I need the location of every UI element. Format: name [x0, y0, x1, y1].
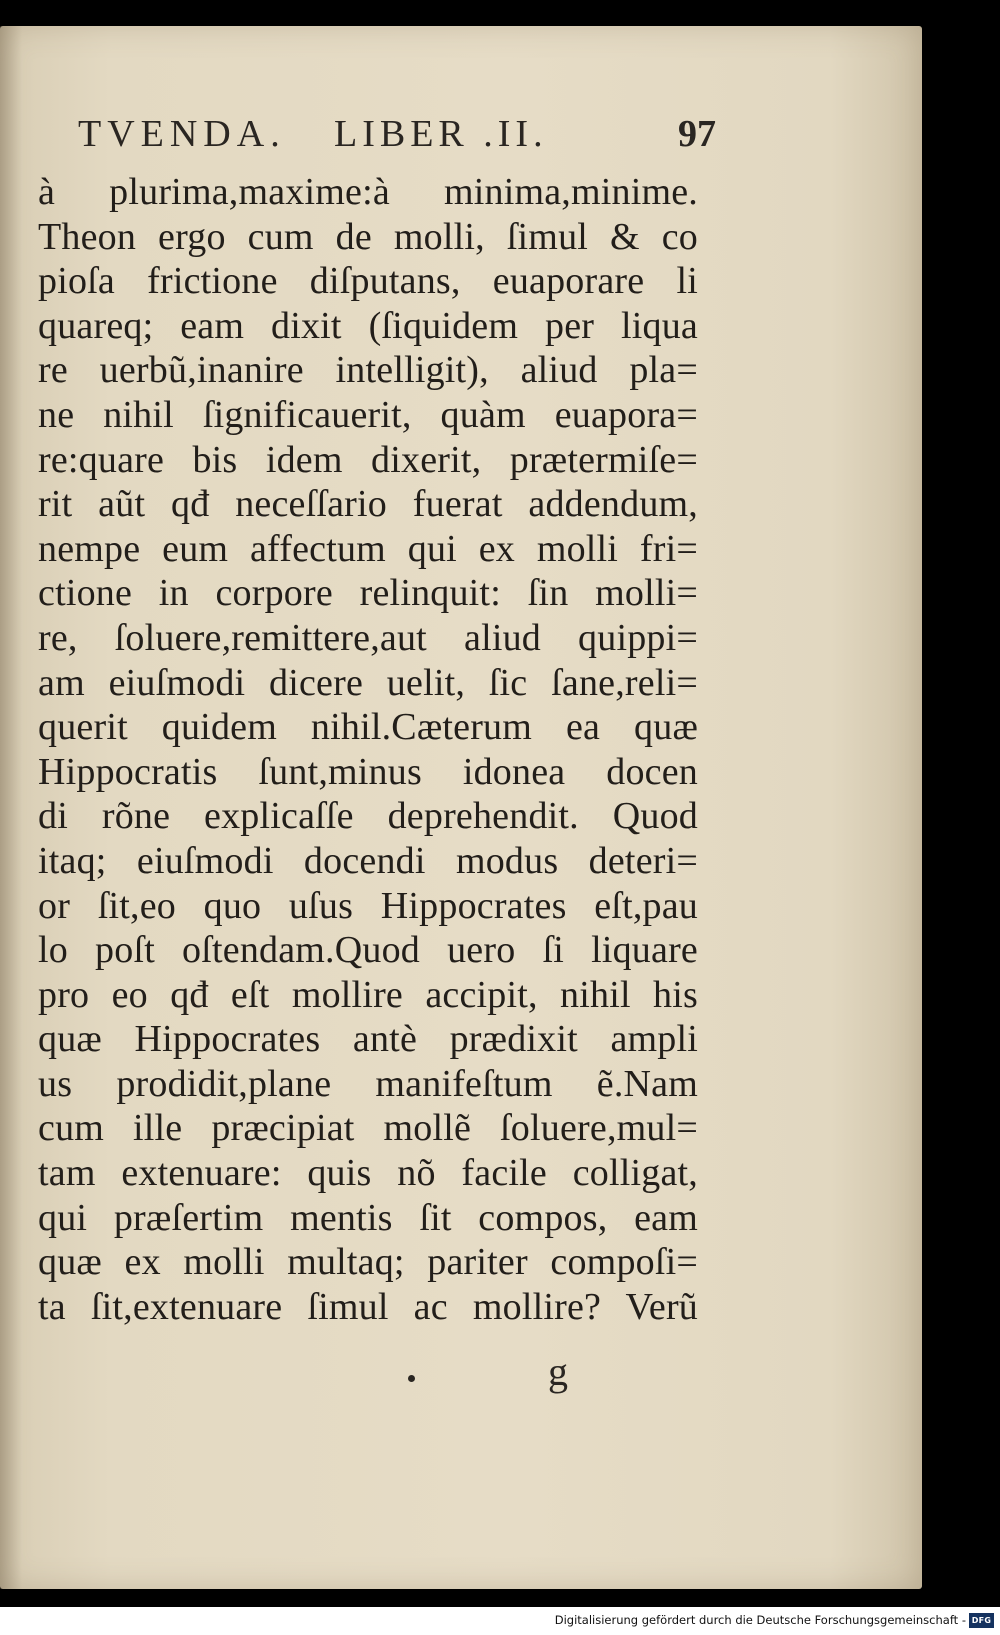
text-line: ne nihil ſignificauerit, quàm euapora=: [38, 393, 698, 436]
text-line: nempe eum affectum qui ex molli fri=: [38, 527, 698, 570]
text-line: di rõne explicaſſe deprehendit. Quod: [38, 795, 698, 838]
text-line: rit aũt qđ neceſſario fuerat addendum,: [38, 483, 698, 526]
text-line: re, ſoluere,remittere,aut aliud quippi=: [38, 616, 698, 659]
text-line: re:quare bis idem dixerit, prætermiſe=: [38, 438, 698, 481]
body-text: [38, 170, 698, 1329]
funding-credit: Digitalisierung gefördert durch die Deutsche Forschungsgemeinschaft -: [554, 1613, 966, 1627]
dfg-logo: DFG: [969, 1613, 994, 1628]
text-line: us prodidit,plane manifeſtum ẽ.Nam: [38, 1062, 698, 1105]
running-head: [78, 112, 718, 162]
text-line: pioſa frictione diſputans, euaporare li: [38, 260, 698, 303]
text-line: à plurima,maxime:à minima,minime.: [38, 171, 698, 213]
text-line: re uerbũ,inanire intelligit), aliud pla=: [38, 349, 698, 392]
text-line: itaq; eiuſmodi docendi modus deteri=: [38, 839, 698, 882]
text-line: Hippocratis ſunt,minus idonea docen: [38, 750, 698, 793]
page-number: 97: [678, 113, 716, 155]
signature-mark: g: [548, 1349, 568, 1394]
text-line: quareq; eam dixit (ſiquidem per liqua: [38, 304, 698, 347]
text-line: cum ille præcipiat mollẽ ſoluere,mul=: [38, 1107, 698, 1150]
text-line: qui præſertim mentis ſit compos, eam: [38, 1196, 698, 1239]
text-line: querit quidem nihil.Cæterum ea quæ: [38, 706, 698, 749]
text-line: tam extenuare: quis nõ facile colligat,: [38, 1152, 698, 1195]
text-line: am eiuſmodi dicere uelit, ſic ſane,reli=: [38, 661, 698, 704]
running-head-book: LIBER .II.: [334, 113, 548, 155]
text-line: pro eo qđ eſt mollire accipit, nihil his: [38, 973, 698, 1016]
text-line: lo poſt oſtendam.Quod uero ſi liquare: [38, 929, 698, 972]
digitization-footer: [0, 1607, 1000, 1635]
running-head-title: TVENDA.: [78, 113, 286, 155]
book-page: [0, 26, 922, 1589]
text-line: quæ ex molli multaq; pariter compoſi=: [38, 1241, 698, 1284]
text-line: ctione in corpore relinquit: ſin molli=: [38, 572, 698, 615]
text-line: quæ Hippocrates antè prædixit ampli: [38, 1018, 698, 1061]
signature-dot: [408, 1375, 415, 1382]
text-line: Theon ergo cum de molli, ſimul & co: [38, 215, 698, 258]
text-line: or ſit,eo quo uſus Hippocrates eſt,pau: [38, 884, 698, 927]
text-line: ta ſit,extenuare ſimul ac mollire? Verũ: [38, 1285, 698, 1328]
